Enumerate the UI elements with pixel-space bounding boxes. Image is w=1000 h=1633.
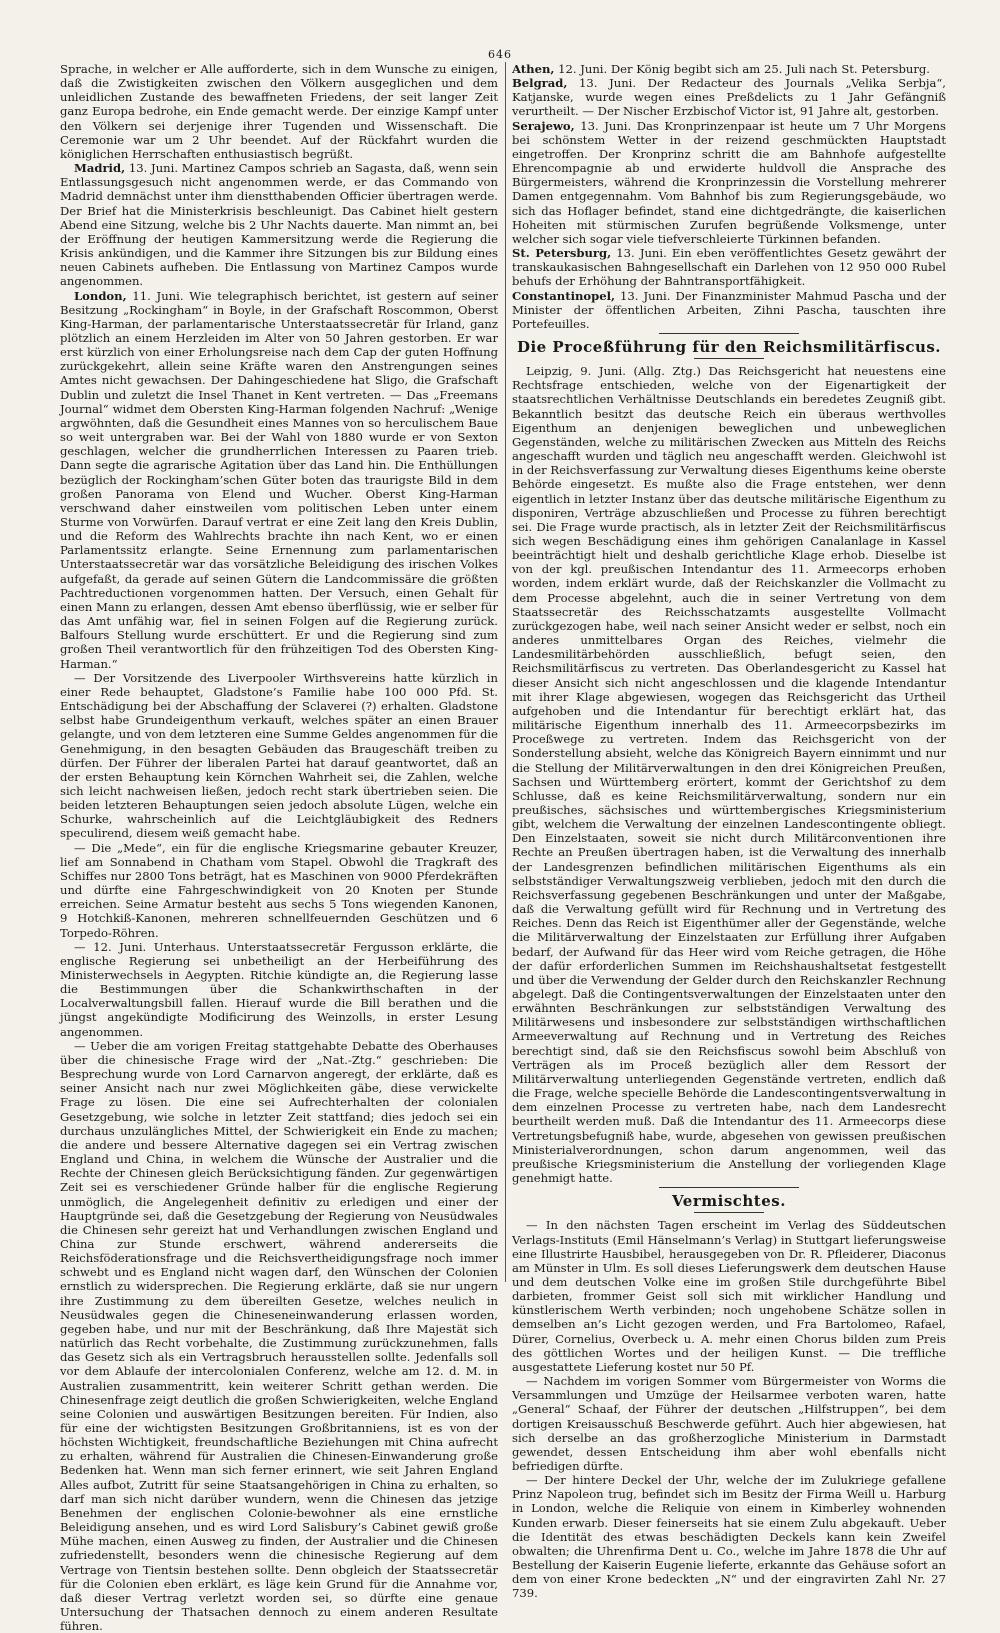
dateline: Belgrad, [512, 76, 568, 91]
article-paragraph: — Nachdem im vorigen Sommer vom Bürgermeister von Worms die Versammlungen und Umzüge der Heilsarmee verboten waren, hatte „General“ Schaaf, der Führer der deutschen „Hilfstruppen“, bei dem dortigen Kreisausschuß Beschwerde geführt. Auch hier abgewiesen, hat sich derselbe an das großherzogliche Ministerium in Darmstadt gewendet, dessen Entscheidung ihm aber wohl ebenfalls nicht befriedigen dürfte. [512, 1374, 946, 1473]
news-paragraph: Constantinopel, 13. Juni. Der Finanzminister Mahmud Pascha und der Minister der öffentlichen Arbeiten, Zihni Pascha, tauschten ihre Portefeuilles. [512, 288, 946, 331]
section-title: Die Proceßführung für den Reichsmilitärfiscus. [516, 337, 942, 356]
left-column [60, 62, 498, 1633]
article-paragraph: — Der hintere Deckel der Uhr, welche der im Zulukriege gefallene Prinz Napoleon trug, befindet sich im Besitz der Firma Weill u. Harburg in London, welche die Reliquie von einem in Kimberley wohnenden Kunden erwarb. Dieser feinerseits hat sie einem Zulu abgekauft. Ueber die Identität des etwas beschädigten Deckels kann kein Zweifel obwalten; die Uhrenfirma Dent u. Co., welche im Jahre 1878 die Uhr auf Bestellung der Kaiserin Eugenie lieferte, erkannte das Gehäuse sofort an dem von einer Krone bedeckten „N“ und der eingravirten Zahl Nr. 27 739. [512, 1473, 946, 1601]
article-paragraph: Sprache, in welcher er Alle aufforderte, sich in dem Wunsche zu einigen, daß die Zwistigkeiten zwischen den Völkern ausgeglichen und dem unleidlichen Zustande des bewaffneten Friedens, der seit langer Zeit ganz Europa bedrohe, ein Ende gemacht werde. Der einzige Kampf unter den Völkern sei derjenige ihrer Tugenden und Wissenschaft. Die Ceremonie war um 2 Uhr beendet. Auf der Rückfahrt wurden die königlichen Herrschaften enthusiastisch begrüßt. [60, 62, 498, 161]
section-rule [694, 1212, 764, 1213]
dateline: Serajewo, [512, 118, 575, 133]
section-title: Vermischtes. [672, 1192, 786, 1211]
dateline: St. Petersburg, [512, 246, 612, 261]
dateline: London, [74, 288, 127, 303]
news-paragraph: St. Petersburg, 13. Juni. Ein eben veröffentlichtes Gesetz gewährt der transkaukasischen Bahngesellschaft ein Darlehen von 12 950 000 Rubel behufs der Erhöhung der Bahntransportfähigkeit. [512, 246, 946, 289]
news-paragraph: Serajewo, 13. Juni. Das Kronprinzenpaar ist heute um 7 Uhr Morgens bei schönstem Wetter in der reizend geschmückten Hauptstadt eingetroffen. Der Kronprinz schritt die am Bahnhofe aufgestellte Ehrencompagnie ab und erwiderte huldvoll die Ansprache des Bürgermeisters, während die Kronprinzessin die Vorstellung mehrerer Damen entgegennahm. Vom Bahnhof bis zum Regierungsgebäude, wo sich das Hoflager befindet, stand eine dichtgedrängte, die kaiserlichen Hoheiten mit stürmischen Zurufen begrüßende Volksmenge, unter welcher sich sogar viele tiefverschleierte Türkinnen befanden. [512, 118, 946, 246]
section-rule [659, 333, 799, 334]
right-column [512, 62, 946, 1601]
dateline: Athen, [512, 62, 555, 76]
news-paragraph: Belgrad, 13. Juni. Der Redacteur des Journals „Velika Serbja“, Katjanske, wurde wegen eines Preßdelicts zu 1 Jahr Gefängniß verurtheilt. — Der Nischer Erzbischof Victor ist, 91 Jahre alt, gestorben. [512, 76, 946, 119]
article-paragraph: — Ueber die am vorigen Freitag stattgehabte Debatte des Oberhauses über die chinesische Frage wird der „Nat.-Ztg.“ geschrieben: Die Besprechung wurde von Lord Carnarvon angeregt, der erklärte, daß es seiner Ansicht nach nur zwei Möglichkeiten gäbe, diese verwickelte Frage zu lösen. Die eine sei Aufrechterhalten der colonialen Gesetzgebung, wie solche in letzter Zeit stattfand; dies jedoch sei ein durchaus unzulängliches Mittel, der Schwierigkeit ein Ende zu machen; die andere und bessere Alternative dagegen sei ein Vertrag zwischen England und China, in welchem die Wünsche der Australier und die Rechte der Chinesen gleich Berücksichtigung fänden. Zur gegenwärtigen Zeit sei es verschiedener Gründe halber für die englische Regierung unmöglich, die Angelegenheit definitiv zu erledigen und einer der Hauptgründe sei, daß die Gesetzgebung der Regierung von Neusüdwales die Chinesen sehr gereizt hat und Verhandlungen zwischen England und China zur Stunde erschwert, während andererseits die Reichsföderationsfrage und die Reichsvertheidigungsfrage noch immer schwebt und es England nicht wagen darf, den Wünschen der Colonien ernstlich zu widersprechen. Die Regierung erklärte, daß sie nur ungern ihre Zustimmung zu dem übereilten Gesetze, welches neulich in Neusüdwales gegen die Chineseneinwanderung erlassen worden, gegeben habe, und nur mit der Beschränkung, daß Ihre Majestät sich natürlich das Recht vorbehalte, die Zustimmung zurückzunehmen, falls das Gesetz sich als ein Vertragsbruch herausstellen sollte. Jedenfalls soll vor dem Ablaufe der intercolonialen Conferenz, welche am 12. d. M. in Australien zusammentritt, kein weiterer Schritt gethan werden. Die Chinesenfrage zeigt deutlich die großen Schwierigkeiten, welche England seine Colonien und auswärtigen Besitzungen bereiten. Für Indien, also für eine der wichtigsten Besitzungen Großbritanniens, ist es von der höchsten Wichtigkeit, freundschaftliche Beziehungen mit China aufrecht zu erhalten, während für Australien die Chinesen-Einwanderung große Bedenken hat. Wenn man sich ferner erinnert, wie seit Jahren England Alles aufbot, Zutritt für seine Staatsangehörigen in China zu erhalten, so darf man sich nicht darüber wundern, wenn die Chinesen das jetzige Benehmen der englischen Colonie-bewohner als eine ernstliche Beleidigung ansehen, und es wird Lord Salisbury’s Cabinet gewiß große Mühe machen, einen Ausweg zu finden, der Australier und die Chinesen zufriedenstellt, besonders wenn die chinesische Regierung auf dem Vertrage von Tientsin bestehen sollte. Denn obgleich der Staatssecretär für die Colonien eben erklärt, es läge kein Grund für die Annahme vor, daß dieser Vertrag verletzt worden sei, so dürfte eine genaue Untersuchung der Thatsachen dennoch zu einem anderen Resultate führen. [60, 1038, 498, 1633]
dateline: Constantinopel, [512, 288, 616, 303]
column-divider [505, 62, 506, 1282]
article-paragraph: Leipzig, 9. Juni. (Allg. Ztg.) Das Reichsgericht hat neuestens eine Rechtsfrage entschieden, welche von der Eigenartigkeit der staatsrechtlichen Verhältnisse Deutschlands ein beredetes Zeugniß gibt. Bekanntlich besitzt das deutsche Reich ein überaus werthvolles Eigenthum an denjenigen beweglichen und unbeweglichen Gegenständen, welche zu militärischen Zwecken aus Mitteln des Reichs angeschafft wurden und täglich neu angeschafft werden. Gleichwohl ist in der Reichsverfassung zur Verwaltung dieses Eigenthums keine oberste Behörde eingesetzt. Es mußte also die Frage entstehen, wer denn eigentlich in letzter Instanz über das deutsche militärische Eigenthum zu disponiren, Verträge abzuschließen und Processe zu führen berechtigt sei. Die Frage wurde practisch, als in letzter Zeit der Reichsmilitärfiscus sich wegen Beschädigung eines ihm gehörigen Canalanlage in Kassel beeinträchtigt hielt und deshalb gerichtliche Klage erhob. Dieselbe ist von der kgl. preußischen Intendantur des 11. Armeecorps erhoben worden, indem erklärt wurde, daß der Reichskanzler die Vollmacht zu dem Processe abgelehnt, auch die in seiner Vertretung von dem Staatssecretär des Reichsschatzamts ausgestellte Vollmacht zurückgezogen habe, weil nach seiner Ansicht weder er selbst, noch ein anderes unmittelbares Organ des Reiches, vielmehr die Landesmilitärbehörden ausschließlich, befugt seien, den Reichsmilitärfiscus zu vertreten. Das Oberlandesgericht zu Kassel hat dieser Ansicht sich nicht angeschlossen und die klagende Intendantur mit ihrer Klage abgewiesen, wogegen das Reichsgericht das Urtheil aufgehoben und die Intendantur für berechtigt erklärt hat, das militärische Eigenthum innerhalb des 11. Armeecorpsbezirks im Proceßwege zu vertreten. Indem das Reichsgericht von der Sonderstellung absieht, welche das Königreich Bayern einnimmt und nur die Stellung der Militärverwaltungen in den drei Königreichen Preußen, Sachsen und Württemberg erörtert, kommt der Gerichtshof zu dem Schlusse, daß es keine Reichsmilitärverwaltung, sondern nur ein preußisches, sächsisches und württembergisches Kriegsministerium gibt, welchem die Verwaltung der einzelnen Landescontingente obliegt. Den Einzelstaaten, soweit sie nicht durch Militärconventionen ihre Rechte an Preußen übertragen haben, ist die Verwaltung des innerhalb der Landesgrenzen befindlichen militärischen Eigenthums als ein selbstständiger Verwaltungszweig verblieben, jedoch mit den durch die Reichsverfassung gegebenen Beschränkungen und unter der Maßgabe, daß die Verwaltung gefüllt wird für Rechnung und in Vertretung des Reiches. Denn das Reich ist Eigenthümer aller der Gegenstände, welche die Militärverwaltung der Einzelstaaten zur Erfüllung ihrer Aufgaben bedarf, der Aufwand für das Heer wird vom Reiche getragen, die Höhe der dafür erforderlichen Summen im Reichshaushaltsetat festgestellt und über die Verwendung der Gelder durch den Reichskanzler Rechnung abgelegt. Daß die Contingentsverwaltungen der Einzelstaaten unter den erwähnten Beschränkungen zur selbstständigen Verwaltung des Militärwesens und insbesondere zur selbstständigen wirthschaftlichen Armeeverwaltung auf Rechnung und in Vertretung des Reiches berechtigt sind, daß sie den Reichsfiscus sowohl beim Abschluß von Verträgen als im Proceß bezüglich aller dem Ressort der Militärverwaltung unterliegenden Gegenstände vertreten, endlich daß die Frage, welche specielle Behörde die Landescontingentsverwaltung in dem einzelnen Processe zu vertreten habe, nach dem Landesrecht beurtheilt werden muß. Daß die Intendantur des 11. Armeecorps diese Vertretungsbefugniß habe, wurde, abgesehen von gewissen preußischen Ministerialverordnungen, schon darum angenommen, weil das preußische Kriegsministerium die Anstellung der vorliegenden Klage genehmigt hatte. [512, 364, 946, 1186]
article-paragraph: Madrid, 13. Juni. Martinez Campos schrieb an Sagasta, daß, wenn sein Entlassungsgesuch nicht angenommen werde, er das Commando von Madrid demnächst unter ihm dienstthabenden Officier übertragen werde. Der Brief hat die Ministerkrisis beschleunigt. Das Cabinet hielt gestern Abend eine Sitzung, welche bis 2 Uhr Nachts dauerte. Man nimmt an, bei der Eröffnung der heutigen Kammersitzung werde die Regierung die Krisis ankündigen, und die Kammer ihre Sitzungen bis zur Bildung eines neuen Cabinets aufheben. Die Entlassung von Martinez Campos wurde angenommen. [60, 161, 498, 289]
article-paragraph: — 12. Juni. Unterhaus. Unterstaatssecretär Fergusson erklärte, die englische Regierung sei unbetheiligt an der Herbeiführung des Ministerwechsels in Aegypten. Ritchie kündigte an, die Regierung lasse die Bestimmungen über die Schankwirthschaften in der Localverwaltungsbill fallen. Hierauf wurde die Bill berathen und die jüngst angekündigte Modificirung des Weinzolls, in erster Lesung angenommen. [60, 939, 498, 1039]
dateline: Madrid, [74, 161, 126, 176]
article-paragraph: — Die „Mede“, ein für die englische Kriegsmarine gebauter Kreuzer, lief am Sonnabend in Chatham vom Stapel. Obwohl die Tragkraft des Schiffes nur 2800 Tons beträgt, hat es Maschinen von 9000 Pferdekräften und dürfte eine Fahrgeschwindigkeit von 20 Knoten per Stunde erreichen. Seine Armatur besteht aus sechs 5 Tons wiegenden Kanonen, 9 Hotchkiß-Kanonen, mehreren schnellfeuernden Geschützen und 6 Torpedo-Röhren. [60, 840, 498, 940]
section-rule [659, 1187, 799, 1188]
page-number: 646 [488, 48, 512, 61]
news-paragraph: Athen, 12. Juni. Der König begibt sich am 25. Juli nach St. Petersburg. [512, 62, 930, 76]
article-paragraph: — In den nächsten Tagen erscheint im Verlag des Süddeutschen Verlags-Instituts (Emil Hänselmann’s Verlag) in Stuttgart lieferungsweise eine Illustrirte Hausbibel, herausgegeben von Dr. R. Pfleiderer, Diaconus am Münster in Ulm. Es soll dieses Lieferungswerk dem deutschen Hause und dem deutschen Volke eine im großen Stile durchgeführte Bibel darbieten, frommer Geist soll sich mit wirklicher Handlung und künstlerischem Werth verbinden; noch ungehobene Schätze sollen in demselben an’s Licht gezogen werden, und Fra Bartolomeo, Rafael, Dürer, Cornelius, Overbeck u. A. mehr einen Chorus bilden zum Preis des göttlichen Wortes und der heiligen Kunst. — Die treffliche ausgestattete Lieferung kostet nur 50 Pf. [512, 1218, 946, 1374]
section-rule [694, 358, 764, 359]
article-paragraph: — Der Vorsitzende des Liverpooler Wirthsvereins hatte kürzlich in einer Rede behauptet, Gladstone’s Familie habe 100 000 Pfd. St. Entschädigung bei der Abschaffung der Sclaverei (?) erhalten. Gladstone selbst habe Grundeigenthum verkauft, welches später an einen Brauer gelangte, und von dem letzteren eine Summe Geldes angenommen für die Genehmigung, in den besagten Gebäuden das Braugeschäft treiben zu dürfen. Der Führer der liberalen Partei hat darauf geantwortet, daß an der ersten Behauptung kein Körnchen Wahrheit sei, die Zahlen, welche sich leicht nachweisen ließen, jedoch recht stark übertrieben seien. Die beiden letzteren Behauptungen seien jedoch absolute Lügen, welche ein Schurke, wahrscheinlich auf die Leichtgläubigkeit des Redners speculirend, diesem weiß gemacht habe. [60, 670, 498, 841]
article-paragraph: London, 11. Juni. Wie telegraphisch berichtet, ist gestern auf seiner Besitzung „Rockingham“ in Boyle, in der Grafschaft Roscommon, Oberst King-Harman, der parlamentarische Unterstaatssecretär für Irland, ganz plötzlich an einem Herzleiden im Alter von 50 Jahren gestorben. Er war erst kürzlich von einer Erholungsreise nach dem Cap der guten Hoffnung zurückgekehrt, allein seine Kräfte waren den Anstrengungen seines Amtes nicht gewachsen. Der Dahingeschiedene hat Sligo, die Grafschaft Dublin und zuletzt die Insel Thanet in Kent vertreten. — Das „Freemans Journal“ widmet dem Obersten King-Harman folgenden Nachruf: „Wenige argwöhnten, daß die Gesundheit eines Mannes von so herculischem Baue so weit untergraben war. Bei der Wahl von 1880 wurde er von Sexton geschlagen, welcher die grundherrlichen Interessen zu Paaren trieb. Dann segte die agrarische Agitation über das Land hin. Die Enthüllungen bezüglich der Rockingham’schen Güter boten das traurigste Bild in dem großen Panorama von Elend und Wucher. Oberst King-Harman verschwand daher einstweilen vom politischen Leben unter einem Sturme von Vorwürfen. Darauf vertrat er eine Zeit lang den Kreis Dublin, und die Reform des Wahlrechts brachte ihn nach Kent, wo er einen Parlamentssitz erlangte. Seine Ernennung zum parlamentarischen Unterstaatssecretär war das vorsätzliche Beleidigung des irischen Volkes aufgefaßt, da gerade auf seinen Gütern die Landcommissäre die größten Pachtreductionen vorgenommen hatten. Der Versuch, einen Gehalt für einen Mann zu erlangen, dessen Amt ebenso überflüssig, wie er selber für das Amt unfähig war, fiel in seinen Folgen auf die Regierung zurück. Balfours Stellung wurde erschüttert. Er und die Regierung sind zum großen Theil verantwortlich für den frühzeitigen Tod des Obersten King-Harman.“ [60, 288, 498, 671]
